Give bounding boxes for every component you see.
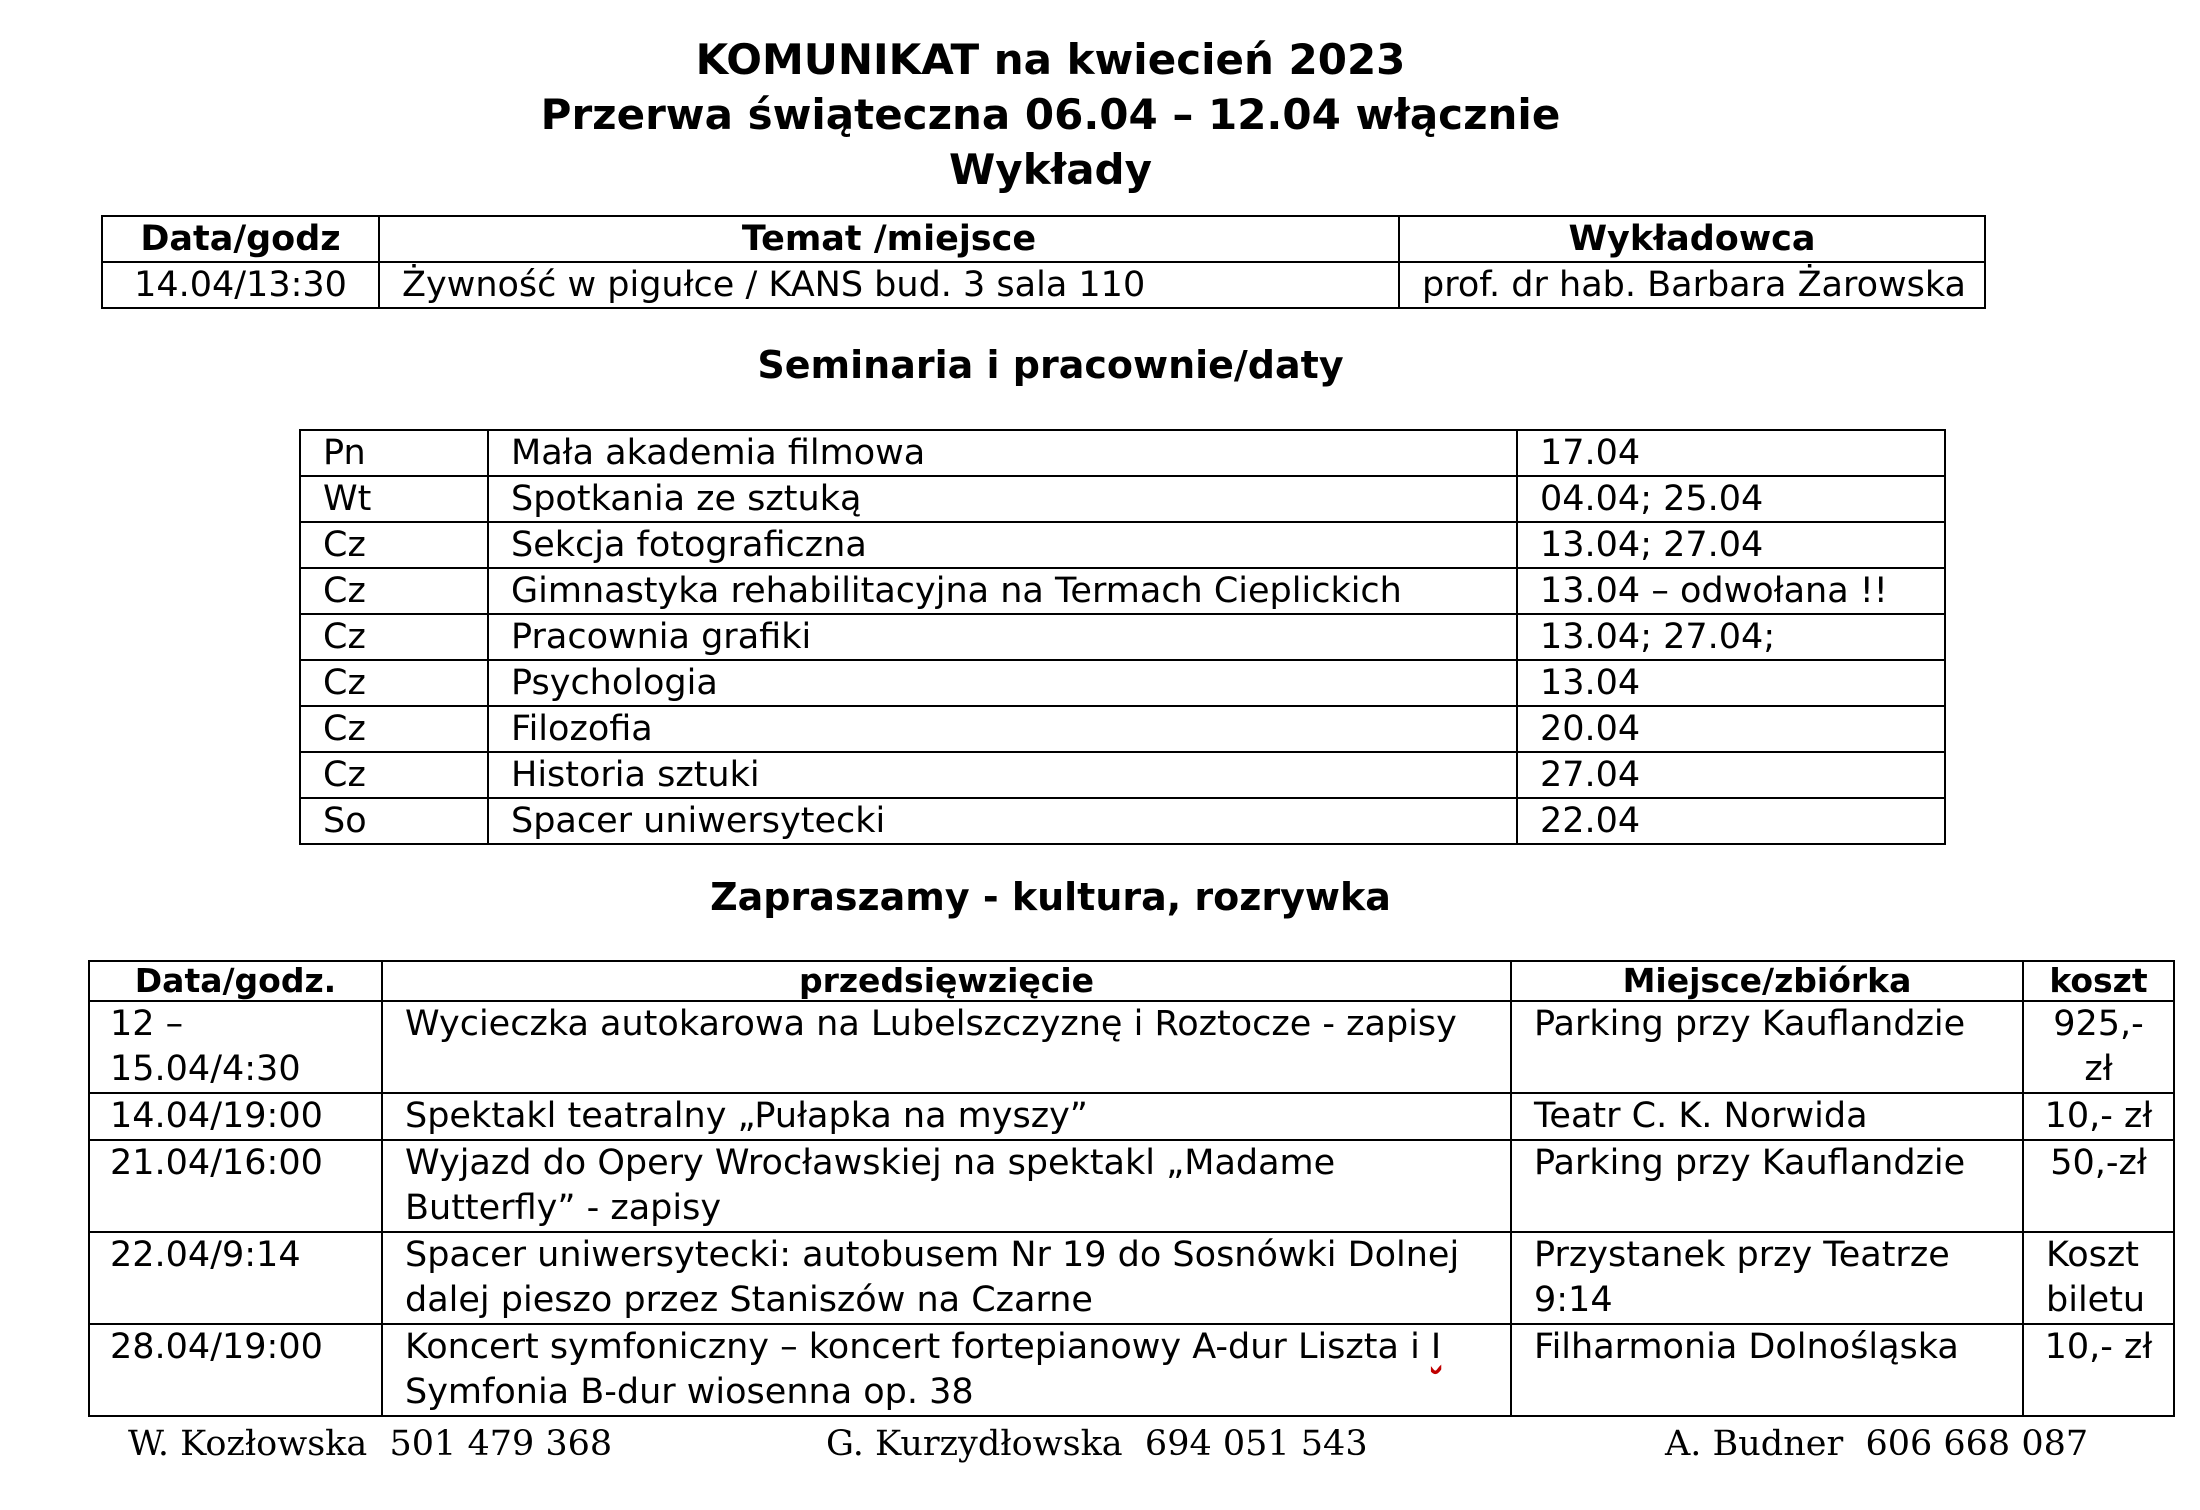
table-header-row [89,961,2174,1001]
column-header: Data/godz. [89,961,382,1001]
seminar-day: Cz [300,706,488,752]
seminar-name: Spacer uniwersytecki [488,798,1517,844]
event-date: 12 –15.04/4:30 [89,1001,382,1093]
event-cost: 925,- zł [2023,1001,2174,1093]
table-row [89,1140,2174,1232]
seminar-day: Pn [300,430,488,476]
seminar-day: Cz [300,614,488,660]
table-row [300,798,1945,844]
event-name-part: Koncert symfoniczny – koncert fortepianowy A-dur Liszta i [405,1327,1431,1367]
table-row [300,430,1945,476]
table-row [102,262,1985,308]
event-cost: 10,- zł [2023,1324,2174,1416]
seminar-day: Cz [300,522,488,568]
event-date: 28.04/19:00 [89,1324,382,1416]
table-row [300,522,1945,568]
seminar-dates: 22.04 [1517,798,1945,844]
table-row [89,1001,2174,1093]
event-place: Teatr C. K. Norwida [1511,1093,2023,1140]
event-name: Spacer uniwersytecki: autobusem Nr 19 do Sosnówki Dolnej dalej pieszo przez Staniszów na Czarne [382,1232,1511,1324]
column-header: koszt [2023,961,2174,1001]
column-header: Wykładowca [1399,216,1985,262]
events-table [88,960,2175,1417]
contact-phone: 694 051 543 [1144,1424,1368,1464]
seminar-dates: 13.04 – odwołana !! [1517,568,1945,614]
seminar-dates: 13.04 [1517,660,1945,706]
seminar-name: Historia sztuki [488,752,1517,798]
event-cost: Koszt biletu [2023,1232,2174,1324]
contact-budner [1665,1422,2088,1467]
seminar-day: Cz [300,660,488,706]
contact-kozlowska [128,1422,612,1467]
event-name [382,1324,1511,1416]
page-title: KOMUNIKAT na kwiecień 2023 [695,35,1406,84]
table-row [300,706,1945,752]
event-name: Spektakl teatralny „Pułapka na myszy” [382,1093,1511,1140]
event-date: 22.04/9:14 [89,1232,382,1324]
seminar-name: Sekcja fotograficzna [488,522,1517,568]
table-row [89,1232,2174,1324]
event-place: Parking przy Kauflandzie [1511,1001,2023,1093]
event-name: Wycieczka autokarowa na Lubelszczyznę i Roztocze - zapisy [382,1001,1511,1093]
lecture-topic: Żywność w pigułce / KANS bud. 3 sala 110 [379,262,1399,308]
seminar-name: Mała akademia filmowa [488,430,1517,476]
seminar-name: Gimnastyka rehabilitacyjna na Termach Cieplickich [488,568,1517,614]
column-header: Data/godz [102,216,379,262]
seminar-name: Filozofia [488,706,1517,752]
column-header: Miejsce/zbiórka [1511,961,2023,1001]
table-row [300,476,1945,522]
table-row [300,614,1945,660]
lectures-table [101,215,1986,309]
table-header-row [102,216,1985,262]
table-row [89,1324,2174,1416]
seminar-dates: 27.04 [1517,752,1945,798]
holiday-break-notice: Przerwa świąteczna 06.04 – 12.04 włącznie [540,90,1561,139]
seminars-heading: Seminaria i pracownie/daty [757,343,1344,387]
event-date: 21.04/16:00 [89,1140,382,1232]
lectures-heading: Wykłady [948,145,1152,194]
column-header: Temat /miejsce [379,216,1399,262]
seminar-name: Pracownia grafiki [488,614,1517,660]
table-row [300,568,1945,614]
seminar-day: So [300,798,488,844]
seminar-name: Spotkania ze sztuką [488,476,1517,522]
spellcheck-marked-text: I [1430,1327,1442,1367]
event-name: Wyjazd do Opery Wrocławskiej na spektakl „Madame Butterfly” - zapisy [382,1140,1511,1232]
contact-name: G. Kurzydłowska [826,1424,1123,1464]
contact-phone: 606 668 087 [1865,1424,2089,1464]
seminar-day: Cz [300,568,488,614]
event-date: 14.04/19:00 [89,1093,382,1140]
table-row [300,752,1945,798]
contact-kurzydlowska [826,1422,1368,1467]
lecture-date: 14.04/13:30 [102,262,379,308]
lecture-lecturer: prof. dr hab. Barbara Żarowska [1399,262,1985,308]
contact-name: W. Kozłowska [128,1424,368,1464]
seminar-day: Wt [300,476,488,522]
seminars-table [299,429,1946,845]
table-row [89,1093,2174,1140]
seminar-dates: 20.04 [1517,706,1945,752]
contact-phone: 501 479 368 [389,1424,613,1464]
seminar-dates: 13.04; 27.04 [1517,522,1945,568]
seminar-dates: 04.04; 25.04 [1517,476,1945,522]
event-cost: 10,- zł [2023,1093,2174,1140]
contact-name: A. Budner [1665,1424,1844,1464]
column-header: przedsięwzięcie [382,961,1511,1001]
event-place: Filharmonia Dolnośląska [1511,1324,2023,1416]
seminar-day: Cz [300,752,488,798]
seminar-name: Psychologia [488,660,1517,706]
seminar-dates: 13.04; 27.04; [1517,614,1945,660]
event-place: Parking przy Kauflandzie [1511,1140,2023,1232]
event-cost: 50,-zł [2023,1140,2174,1232]
table-row [300,660,1945,706]
event-name-part: Symfonia B-dur wiosenna op. 38 [405,1372,974,1412]
event-place: Przystanek przy Teatrze 9:14 [1511,1232,2023,1324]
events-heading: Zapraszamy - kultura, rozrywka [710,875,1391,919]
seminar-dates: 17.04 [1517,430,1945,476]
